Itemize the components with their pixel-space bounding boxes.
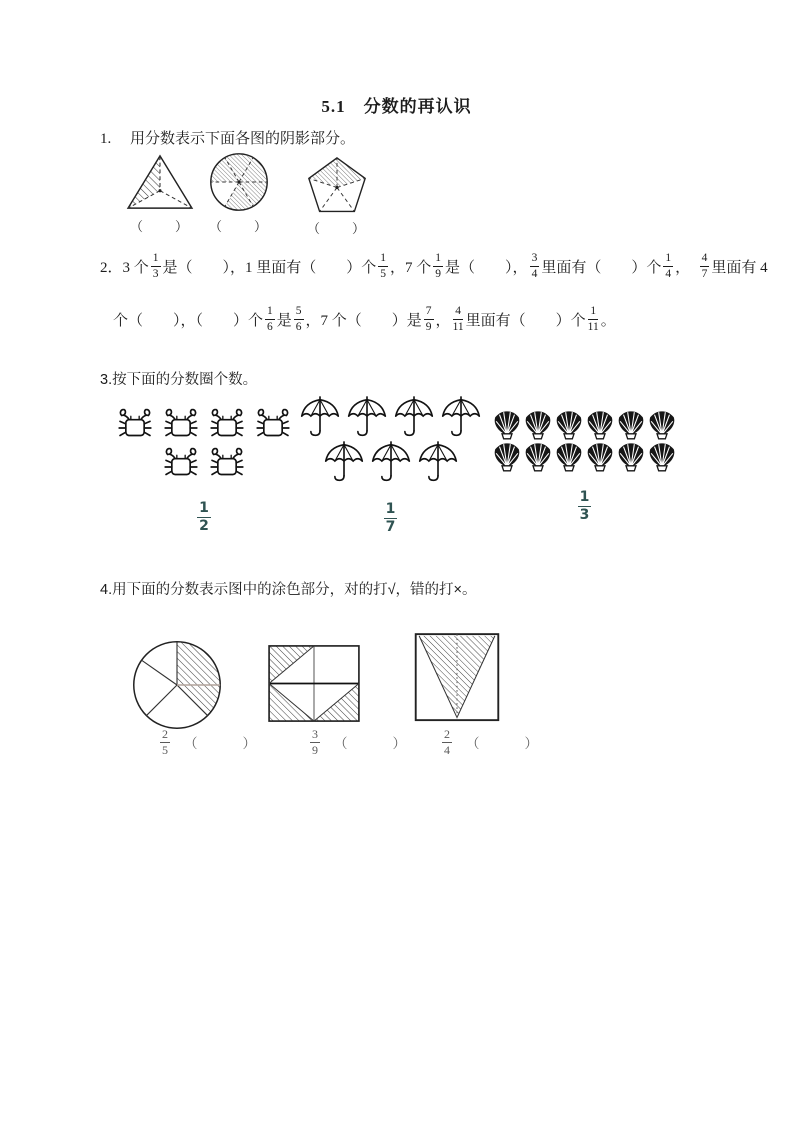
q1-answer-blank: （ ） [306, 221, 367, 236]
umbrella-group [298, 396, 483, 534]
umbrella-icon [322, 441, 366, 483]
q1-answer-blank: （ ） [129, 219, 190, 234]
crab-icon [115, 407, 155, 444]
crab-row [115, 407, 293, 444]
crab-fraction-label: $\frac{1}{2}$ [199, 500, 209, 534]
q4-answer-blank-2: （ ） [334, 736, 412, 752]
shell-icon [616, 410, 646, 441]
shell-icon [523, 410, 553, 441]
q4-caption-square [440, 728, 544, 756]
shell-icon [492, 442, 522, 473]
umbrella-fraction-label: $\frac{1}{7}$ [385, 501, 396, 535]
umbrella-row [298, 396, 483, 438]
shell-group [492, 410, 677, 522]
question-1-text: 1. 用分数表示下面各图的阴影部分。 [100, 131, 356, 147]
triangle-thirds-figure [122, 150, 198, 212]
shell-icon [585, 442, 615, 473]
crab-icon [161, 446, 201, 483]
umbrella-icon [392, 396, 436, 438]
pentagon-fifths-figure [305, 152, 369, 214]
shell-icon [647, 410, 677, 441]
shell-row [492, 442, 677, 473]
umbrella-row [322, 441, 460, 483]
q4-figure-square [414, 632, 500, 729]
q4-answer-blank-1: （ ） [184, 736, 262, 752]
shell-icon [492, 410, 522, 441]
q4-fraction-2: $\frac{3}{9}$ [312, 727, 318, 757]
q4-figure-rectangle [268, 645, 360, 727]
q1-figure-circle [207, 150, 271, 235]
umbrella-icon [345, 396, 389, 438]
q1-answer-blank: （ ） [208, 219, 269, 234]
q4-caption-rectangle [308, 728, 412, 756]
shell-icon [585, 410, 615, 441]
shell-icon [616, 442, 646, 473]
umbrella-icon [369, 441, 413, 483]
question-4-text: 4.用下面的分数表示图中的涂色部分，对的打√，错的打×。 [100, 582, 477, 598]
q4-answer-blank-3: （ ） [466, 736, 544, 752]
shell-icon [554, 410, 584, 441]
shell-row [492, 410, 677, 441]
question-3-text: 3.按下面的分数圈个数。 [100, 372, 258, 388]
crab-icon [207, 407, 247, 444]
umbrella-icon [439, 396, 483, 438]
question-2-line-2: 个（ ），（ ）个 $\frac{1}{6}$ 是 $\frac{5}{6}$ ，7 个（ ）是 $\frac{7}{9}$ ， $\frac{4}{11}$ 里面有（ ）个 $\frac{1}{11}$ 。 [113, 305, 616, 333]
q1-figure-pentagon [302, 152, 372, 237]
shell-icon [647, 442, 677, 473]
crab-row [161, 446, 247, 483]
q4-figure-circle [130, 638, 224, 737]
umbrella-icon [416, 441, 460, 483]
q4-caption-circle [158, 728, 262, 756]
shell-icon [523, 442, 553, 473]
crab-icon [161, 407, 201, 444]
crab-group [115, 407, 293, 533]
q4-fraction-3: $\frac{2}{4}$ [444, 727, 450, 757]
q4-fraction-1: $\frac{2}{5}$ [162, 727, 168, 757]
shell-fraction-label: $\frac{1}{3}$ [579, 489, 590, 523]
q1-figure-triangle [118, 150, 202, 235]
circle-sixths-figure [209, 150, 269, 212]
shell-icon [554, 442, 584, 473]
page-title: 5.1 分数的再认识 [321, 97, 472, 116]
umbrella-icon [298, 396, 342, 438]
crab-icon [253, 407, 293, 444]
crab-icon [207, 446, 247, 483]
question-2-line-1: 2．3 个 $\frac{1}{3}$ 是（ ），1 里面有（ ）个 $\frac{1}{5}$ ，7 个 $\frac{1}{9}$ 是（ ）， $\frac{3}{4}$ 里面有（ ）个 $\frac{1}{4}$ ， $\frac{4}{7}$ 里面有 4 [100, 252, 768, 280]
